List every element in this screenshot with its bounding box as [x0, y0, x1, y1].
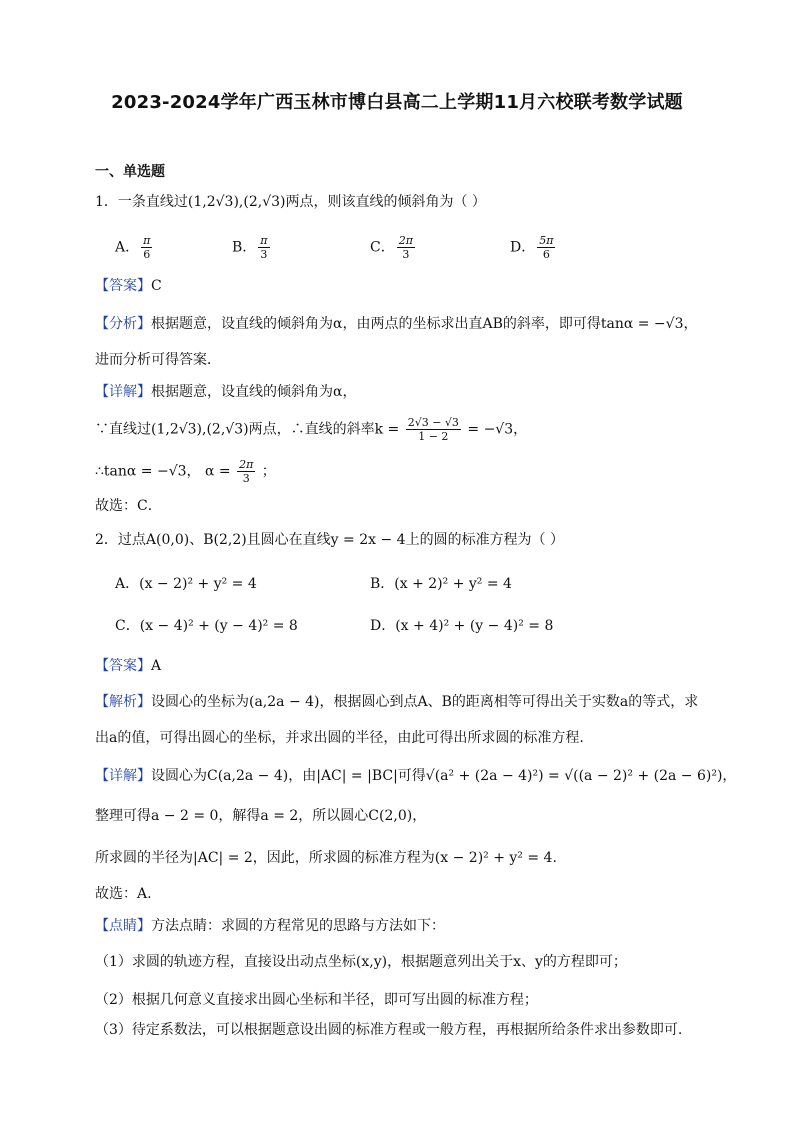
- q2-tip: [95, 916, 704, 936]
- q1-option-a: [115, 234, 154, 261]
- angle-fraction: [237, 458, 255, 485]
- q2-tip-item-3: （3）待定系数法，可以根据题意设出圆的标准方程或一般方程，再根据所给条件求出参数即可.: [95, 1022, 683, 1038]
- q2-choose: 故选：A.: [95, 886, 152, 902]
- fraction-denominator: 3: [402, 248, 410, 261]
- detail-text: = −√3，: [467, 421, 528, 438]
- option-label: B．: [232, 239, 257, 256]
- detail-text: 根据题意，设直线的倾斜角为α，: [151, 384, 357, 400]
- answer-value: C: [151, 278, 162, 294]
- detail-text: ；: [261, 463, 276, 480]
- detail-text: 设圆心为C(a,2a − 4)，由|AC| = |BC|可得√(a² + (2a − 4)²) = √((a − 2)² + (2a − 6)²)，: [151, 768, 737, 784]
- analysis-text: 设圆心的坐标为(a,2a − 4)，根据圆心到点A、B的距离相等可得出关于实数a的等式，求: [151, 694, 699, 710]
- q2-answer: [95, 656, 704, 676]
- fraction-numerator: 2√3 − √3: [407, 416, 459, 429]
- analysis-tag: 【解析】: [95, 694, 151, 710]
- option-label: D．: [510, 239, 536, 256]
- q2-analysis: [95, 692, 704, 712]
- q2-detail-line3: 所求圆的半径为|AC| = 2，因此，所求圆的标准方程为(x − 2)² + y² = 4.: [95, 850, 557, 866]
- answer-tag: 【答案】: [95, 278, 151, 294]
- fraction-denominator: 1 − 2: [418, 430, 449, 443]
- option-label: C．: [370, 239, 395, 256]
- q1-option-c: [370, 234, 417, 261]
- q1-answer: [95, 276, 704, 296]
- fraction-numerator: π: [260, 234, 268, 247]
- detail-text: ∵直线过(1,2√3),(2,√3)两点，∴直线的斜率k =: [95, 421, 400, 438]
- analysis-tag: 【分析】: [95, 316, 151, 332]
- q2-analysis-cont: 出a的值，可得出圆心的坐标，并求出圆的半径，由此可得出所求圆的标准方程.: [95, 730, 584, 746]
- q1-detail: [95, 382, 704, 402]
- fraction-denominator: 6: [143, 248, 151, 261]
- analysis-text: 根据题意，设直线的倾斜角为α，由两点的坐标求出直AB的斜率，即可得tanα = −√3，: [151, 316, 698, 332]
- q1-detail-line3: [95, 458, 704, 485]
- detail-tag: 【详解】: [95, 768, 151, 784]
- q1-analysis-cont: 进而分析可得答案．: [95, 352, 221, 368]
- fraction-denominator: 6: [542, 248, 550, 261]
- fraction-numerator: 2π: [239, 458, 254, 471]
- q2-detail: [95, 766, 737, 786]
- fraction-numerator: π: [143, 234, 151, 247]
- q1-option-d: [510, 234, 557, 261]
- option-label: A．: [115, 239, 140, 256]
- answer-tag: 【答案】: [95, 658, 151, 674]
- q2-detail-line2: 整理可得a − 2 = 0，解得a = 2，所以圆心C(2,0)，: [95, 808, 427, 824]
- fraction-denominator: 3: [242, 472, 250, 485]
- q2-option-d: D．(x + 4)² + (y − 4)² = 8: [370, 618, 554, 634]
- fraction-numerator: 5π: [539, 234, 554, 247]
- q2-tip-item-2: （2）根据几何意义直接求出圆心坐标和半径，即可写出圆的标准方程；: [95, 992, 538, 1008]
- q1-option-b: [232, 234, 272, 261]
- option-fraction: [258, 234, 269, 261]
- option-fraction: [141, 234, 152, 261]
- tip-text: 方法点睛：求圆的方程常见的思路与方法如下：: [151, 918, 445, 934]
- page-title: 2023-2024学年广西玉林市博白县高二上学期11月六校联考数学试题: [111, 92, 683, 113]
- fraction-numerator: 2π: [398, 234, 413, 247]
- q1-choose: 故选：C．: [95, 498, 162, 514]
- option-fraction: [397, 234, 415, 261]
- q2-tip-item-1: （1）求圆的轨迹方程，直接设出动点坐标(x,y)，根据题意列出关于x、y的方程即可；: [95, 954, 627, 970]
- section-heading: 一、单选题: [95, 164, 165, 180]
- answer-value: A: [151, 658, 162, 674]
- detail-tag: 【详解】: [95, 384, 151, 400]
- option-fraction: [537, 234, 555, 261]
- q2-option-c: C．(x − 4)² + (y − 4)² = 8: [115, 618, 298, 634]
- tip-tag: 【点睛】: [95, 918, 151, 934]
- slope-fraction: [406, 416, 461, 443]
- q1-analysis: [95, 314, 704, 334]
- question-2-stem: 2．过点A(0,0)、B(2,2)且圆心在直线y = 2x − 4上的圆的标准方程为（ ）: [95, 532, 565, 548]
- q1-detail-line2: [95, 416, 704, 443]
- question-1-stem: 1．一条直线过(1,2√3),(2,√3)两点，则该直线的倾斜角为（ ）: [95, 194, 486, 210]
- q2-option-b: B．(x + 2)² + y² = 4: [370, 576, 512, 592]
- q2-option-a: A．(x − 2)² + y² = 4: [115, 576, 257, 592]
- detail-text: ∴tanα = −√3， α =: [95, 463, 231, 480]
- fraction-denominator: 3: [260, 248, 268, 261]
